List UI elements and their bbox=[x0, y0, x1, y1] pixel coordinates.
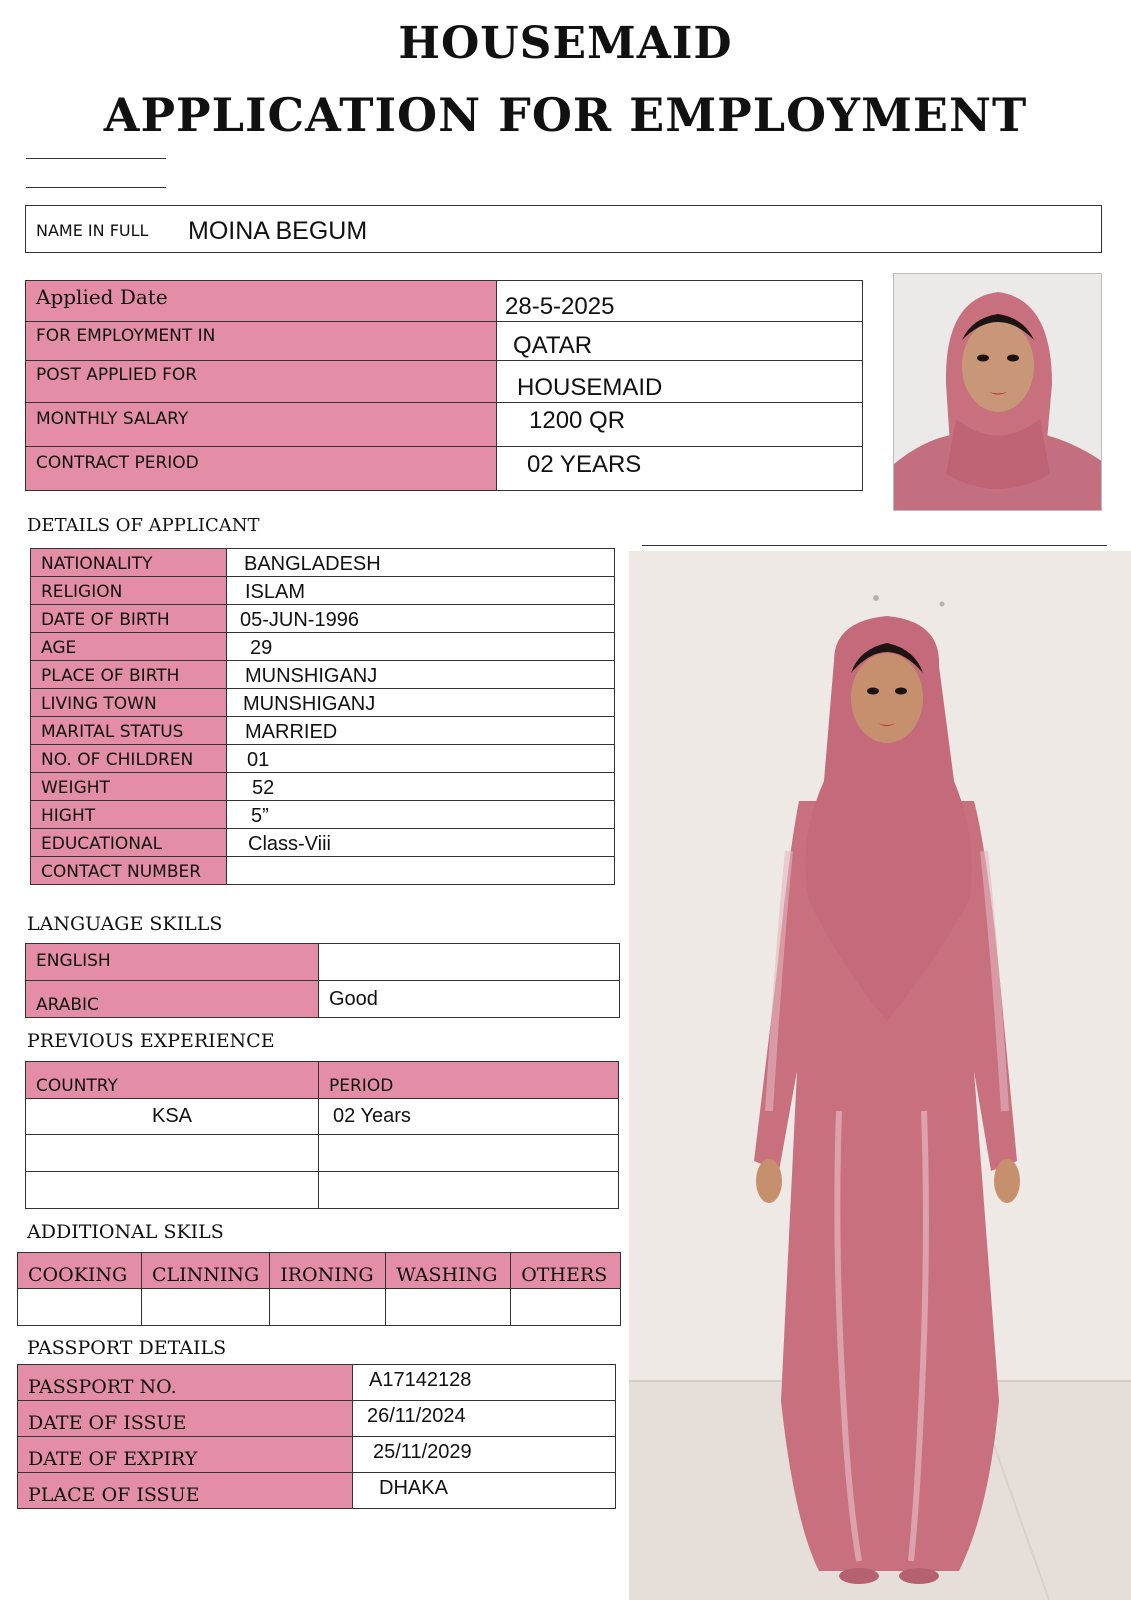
marital-status-value: MARRIED bbox=[227, 717, 615, 745]
post-applied-value: HOUSEMAID bbox=[497, 361, 863, 403]
religion-value: ISLAM bbox=[227, 577, 615, 605]
dob-value: 05-JUN-1996 bbox=[227, 605, 615, 633]
experience-country-3 bbox=[26, 1172, 319, 1209]
educational-label: EDUCATIONAL bbox=[31, 829, 227, 857]
skill-cooking-cell bbox=[18, 1289, 142, 1326]
arabic-label: ARABIC bbox=[26, 981, 319, 1018]
skill-ironing-cell bbox=[270, 1289, 386, 1326]
contact-number-value bbox=[227, 857, 615, 885]
monthly-salary-value: 1200 QR bbox=[497, 403, 863, 447]
post-applied-label: POST APPLIED FOR bbox=[26, 361, 497, 403]
name-label: NAME IN FULL bbox=[36, 221, 149, 240]
place-of-issue-label: PLACE OF ISSUE bbox=[18, 1473, 353, 1509]
form-title-line-1: HOUSEMAID bbox=[398, 18, 733, 69]
passport-no-label: PASSPORT NO. bbox=[18, 1365, 353, 1401]
educational-value: Class-Viii bbox=[227, 829, 615, 857]
monthly-salary-label: MONTHLY SALARY bbox=[26, 403, 497, 447]
height-value: 5” bbox=[227, 801, 615, 829]
name-value: MOINA BEGUM bbox=[188, 217, 368, 245]
contact-number-label: CONTACT NUMBER bbox=[31, 857, 227, 885]
skill-cleaning-header: CLINNING bbox=[142, 1253, 270, 1289]
experience-period-1: 02 Years bbox=[319, 1099, 619, 1135]
contract-period-value: 02 YEARS bbox=[497, 447, 863, 491]
date-of-issue-value: 26/11/2024 bbox=[353, 1401, 616, 1437]
experience-heading: PREVIOUS EXPERIENCE bbox=[27, 1030, 275, 1052]
skill-washing-header: WASHING bbox=[386, 1253, 511, 1289]
portrait-illustration bbox=[894, 274, 1102, 511]
place-of-issue-value: DHAKA bbox=[353, 1473, 616, 1509]
form-title-line-2: APPLICATION FOR EMPLOYMENT bbox=[103, 88, 1028, 142]
skill-others-cell bbox=[511, 1289, 621, 1326]
details-table bbox=[30, 548, 615, 885]
name-in-full-row bbox=[25, 205, 1102, 253]
experience-country-1: KSA bbox=[26, 1099, 319, 1135]
contract-period-label: CONTRACT PERIOD bbox=[26, 447, 497, 491]
skill-ironing-header: IRONING bbox=[270, 1253, 386, 1289]
country-column-header: COUNTRY bbox=[26, 1062, 319, 1099]
weight-value: 52 bbox=[227, 773, 615, 801]
experience-table bbox=[25, 1061, 619, 1209]
passport-table bbox=[17, 1364, 616, 1509]
skills-table bbox=[17, 1252, 621, 1326]
language-heading: LANGUAGE SKILLS bbox=[27, 913, 223, 935]
employment-in-label: FOR EMPLOYMENT IN bbox=[26, 322, 497, 361]
english-value bbox=[319, 944, 620, 981]
marital-status-label: MARITAL STATUS bbox=[31, 717, 227, 745]
applicant-portrait-photo bbox=[893, 273, 1102, 511]
blank-line-1 bbox=[26, 158, 166, 159]
experience-period-2 bbox=[319, 1135, 619, 1172]
photo-frame-top-line bbox=[642, 545, 1107, 546]
age-value: 29 bbox=[227, 633, 615, 661]
children-value: 01 bbox=[227, 745, 615, 773]
date-of-issue-label: DATE OF ISSUE bbox=[18, 1401, 353, 1437]
nationality-value: BANGLADESH bbox=[227, 549, 615, 577]
place-of-birth-label: PLACE OF BIRTH bbox=[31, 661, 227, 689]
passport-no-value: A17142128 bbox=[353, 1365, 616, 1401]
height-label: HIGHT bbox=[31, 801, 227, 829]
language-table bbox=[25, 943, 620, 1018]
nationality-label: NATIONALITY bbox=[31, 549, 227, 577]
religion-label: RELIGION bbox=[31, 577, 227, 605]
blank-line-2 bbox=[26, 187, 166, 188]
living-town-value: MUNSHIGANJ bbox=[227, 689, 615, 717]
arabic-value: Good bbox=[319, 981, 620, 1018]
applied-date-value: 28-5-2025 bbox=[497, 281, 863, 322]
date-of-expiry-label: DATE OF EXPIRY bbox=[18, 1437, 353, 1473]
english-label: ENGLISH bbox=[26, 944, 319, 981]
weight-label: WEIGHT bbox=[31, 773, 227, 801]
living-town-label: LIVING TOWN bbox=[31, 689, 227, 717]
dob-label: DATE OF BIRTH bbox=[31, 605, 227, 633]
applied-date-label: Applied Date bbox=[26, 281, 497, 322]
passport-heading: PASSPORT DETAILS bbox=[27, 1337, 227, 1359]
date-of-expiry-value: 25/11/2029 bbox=[353, 1437, 616, 1473]
applicant-full-length-photo bbox=[629, 551, 1131, 1600]
application-table bbox=[25, 280, 863, 491]
full-length-illustration bbox=[629, 551, 1131, 1600]
skills-heading: ADDITIONAL SKILS bbox=[27, 1221, 224, 1243]
skill-others-header: OTHERS bbox=[511, 1253, 621, 1289]
experience-period-3 bbox=[319, 1172, 619, 1209]
children-label: NO. OF CHILDREN bbox=[31, 745, 227, 773]
place-of-birth-value: MUNSHIGANJ bbox=[227, 661, 615, 689]
period-column-header: PERIOD bbox=[319, 1062, 619, 1099]
age-label: AGE bbox=[31, 633, 227, 661]
skill-washing-cell bbox=[386, 1289, 511, 1326]
skill-cooking-header: COOKING bbox=[18, 1253, 142, 1289]
details-heading: DETAILS OF APPLICANT bbox=[27, 515, 260, 536]
skill-cleaning-cell bbox=[142, 1289, 270, 1326]
experience-country-2 bbox=[26, 1135, 319, 1172]
employment-in-value: QATAR bbox=[497, 322, 863, 361]
